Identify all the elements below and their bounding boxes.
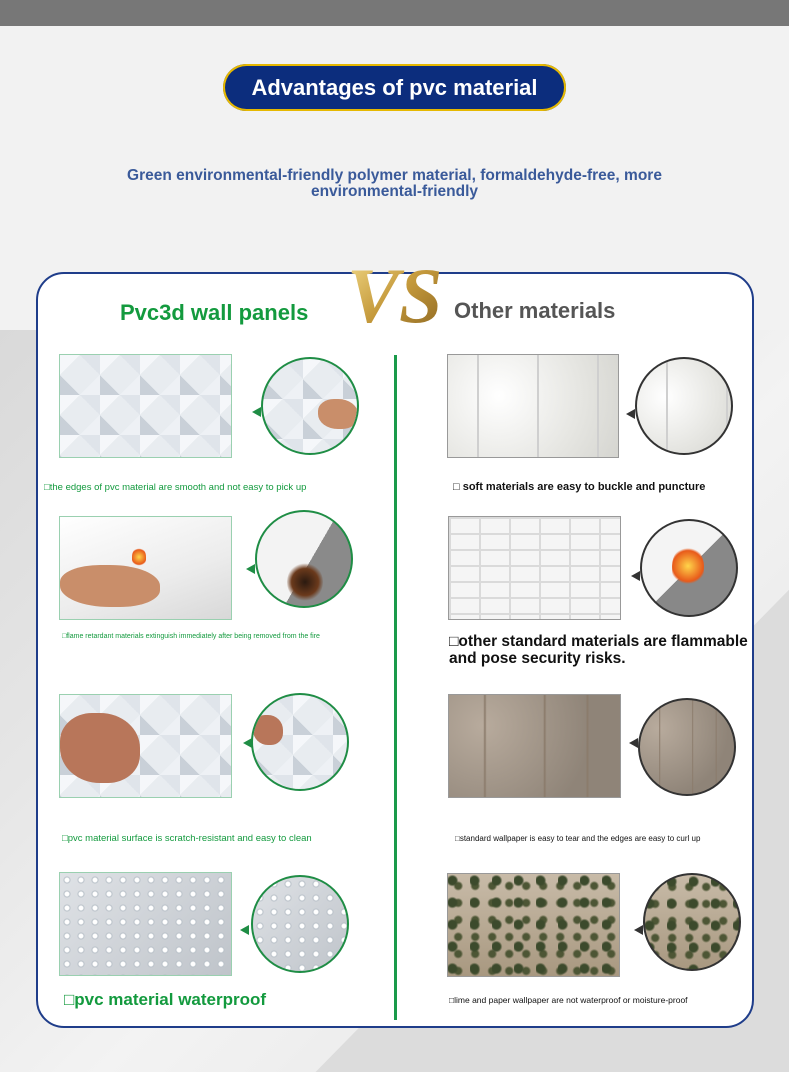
foam-brick-panel-photo xyxy=(448,516,621,620)
pointer-arrow xyxy=(626,409,635,419)
right-caption-4: □lime and paper wallpaper are not waterproof or moisture-proof xyxy=(449,995,688,1005)
hand-image xyxy=(60,713,140,783)
right-caption-3: □standard wallpaper is easy to tear and the edges are easy to curl up xyxy=(455,834,701,843)
pvc-scratch-closeup-circle xyxy=(251,693,349,791)
left-caption-2: □flame retardant materials extinguish immediately after being removed from the fire xyxy=(62,633,320,640)
pointer-arrow xyxy=(252,407,261,417)
pvc-edge-closeup-circle xyxy=(261,357,359,455)
pvc-flame-test-photo xyxy=(59,516,232,620)
pvc-scratch-test-photo xyxy=(59,694,232,798)
hand-image xyxy=(318,399,358,429)
foam-stone-panel-photo xyxy=(447,354,619,458)
pvc-panel-edge-photo xyxy=(59,354,232,458)
foam-burning-closeup-circle xyxy=(640,519,738,617)
vs-logo xyxy=(345,250,445,350)
hand-image xyxy=(253,715,283,745)
pvc-waterproof-photo xyxy=(59,872,232,976)
torn-wallpaper-closeup-circle xyxy=(638,698,736,796)
left-caption-4: □pvc material waterproof xyxy=(64,990,267,1009)
right-caption-1: □ soft materials are easy to buckle and puncture xyxy=(453,481,706,493)
pvc-flame-closeup-circle xyxy=(255,510,353,608)
torn-wallpaper-photo xyxy=(448,694,621,798)
moldy-wallpaper-closeup-circle xyxy=(643,873,741,971)
hand-image xyxy=(60,565,160,607)
foam-stone-closeup-circle xyxy=(635,357,733,455)
right-column-heading: Other materials xyxy=(454,298,616,323)
moldy-wallpaper-photo xyxy=(447,873,620,977)
right-caption-2: □other standard materials are flammable and pose security risks. xyxy=(449,633,748,667)
flame-image xyxy=(132,547,146,567)
page-title: Advantages of pvc material xyxy=(223,64,566,111)
pointer-arrow xyxy=(629,738,638,748)
pointer-arrow xyxy=(246,564,255,574)
left-caption-3: □pvc material surface is scratch-resistant and easy to clean xyxy=(62,833,312,844)
vs-text: VS xyxy=(347,252,443,339)
left-caption-1: □the edges of pvc material are smooth and not easy to pick up xyxy=(44,482,307,493)
pointer-arrow xyxy=(240,925,249,935)
flame-image xyxy=(672,546,704,586)
pointer-arrow xyxy=(631,571,640,581)
burn-mark xyxy=(287,562,323,602)
page-subtitle: Green environmental-friendly polymer material, formaldehyde-free, more environmental-friendly xyxy=(127,167,662,200)
top-bar xyxy=(0,0,789,26)
column-divider xyxy=(394,355,397,1020)
pointer-arrow xyxy=(634,925,643,935)
pvc-waterproof-closeup-circle xyxy=(251,875,349,973)
left-column-heading: Pvc3d wall panels xyxy=(120,300,309,325)
